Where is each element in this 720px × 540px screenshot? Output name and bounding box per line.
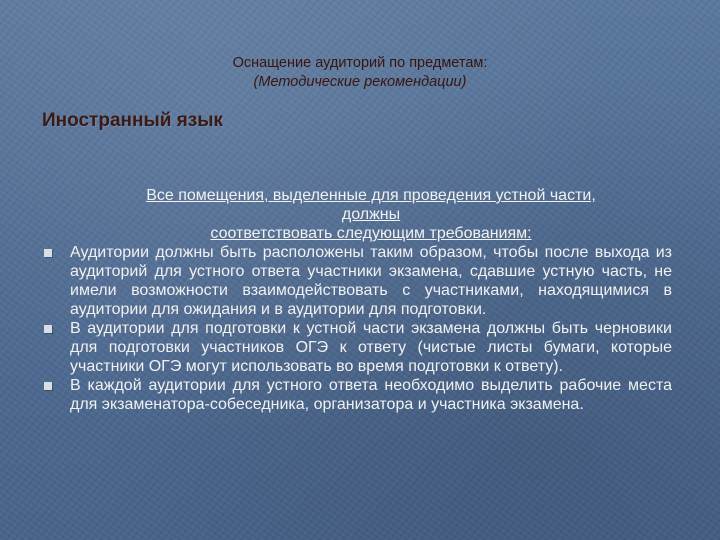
slide-header <box>0 54 720 92</box>
list-item-text: В аудитории для подготовки к устной части экзамена должны быть черновики для подготовки участников ОГЭ к ответу (чистые листы бумаги, которые участники ОГЭ могут использовать во время подготовки к ответу). <box>70 320 672 375</box>
list-item <box>42 319 672 376</box>
list-item <box>42 243 672 319</box>
header-subtitle: (Методические рекомендации) <box>253 74 467 90</box>
slide-body <box>42 186 672 414</box>
intro-line-1: Все помещения, выделенные для проведения устной части, <box>146 187 596 204</box>
intro-line-2: должны <box>341 206 401 223</box>
square-bullet-icon <box>44 325 52 333</box>
requirements-list <box>42 243 672 414</box>
list-item-text: Аудитории должны быть расположены таким образом, чтобы после выхода из аудиторий для устного ответа участники экзамена, сдавшие устную часть, не имели возможности взаимодействовать с участниками, находящимися в аудитории для ожидания и в аудитории для подготовки. <box>70 244 672 318</box>
list-item-text: В каждой аудитории для устного ответа необходимо выделить рабочие места для экзаменатора-собеседника, организатора и участника экзамена. <box>70 377 672 413</box>
intro-line-3: соответствовать следующим требованиям: <box>210 225 532 242</box>
list-item <box>42 376 672 414</box>
square-bullet-icon <box>44 249 52 257</box>
intro-paragraph <box>70 186 672 243</box>
header-title: Оснащение аудиторий по предметам: <box>232 55 488 71</box>
section-title: Иностранный язык <box>42 110 223 131</box>
square-bullet-icon <box>44 382 52 390</box>
